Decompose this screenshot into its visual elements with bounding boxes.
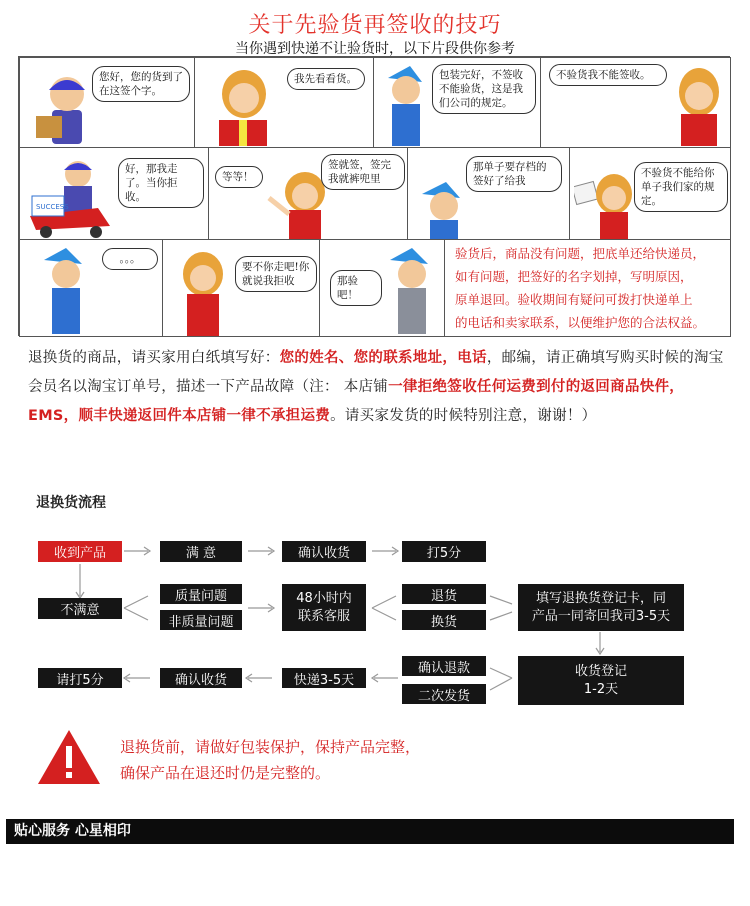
speech-bubble: 不验货不能给你单子我们家的规定。 <box>634 162 728 212</box>
speech-bubble: 不验货我不能签收。 <box>549 64 667 86</box>
arrow-split-icon <box>490 668 512 690</box>
arrow-left-icon <box>372 674 398 682</box>
policy-closing: 。请买家发货的时候特别注意，谢谢！） <box>330 408 597 424</box>
flow-fill-return-card-line: 产品一同寄回我司3-5天 <box>531 608 671 624</box>
flow-register-receipt <box>518 656 684 705</box>
flow-title: 退换货流程 <box>36 495 106 511</box>
flow-confirm-refund: 确认退款 <box>402 656 486 676</box>
speech-bubble: 要不你走吧!你就说我拒收 <box>235 256 317 292</box>
packaging-warning-line: 确保产品在退还时仍是完整的。 <box>120 764 331 782</box>
packaging-warning <box>120 734 420 786</box>
flow-rate-5: 打5分 <box>402 541 486 562</box>
flow-unsatisfied: 不满意 <box>38 598 122 619</box>
speech-bubble: 那单子要存档的签好了给我 <box>466 156 562 192</box>
inspection-note-line: 的电话和卖家联系，以便维护您的合法权益。 <box>455 315 706 330</box>
flow-contact-service-line: 48小时内 <box>296 590 352 606</box>
packaging-warning-line: 退换货前，请做好包装保护，保持产品完整， <box>120 738 421 756</box>
arrow-right-icon <box>248 547 274 555</box>
flow-fill-return-card-line: 填写退换货登记卡，同 <box>535 590 666 606</box>
flow-register-receipt-line: 收货登记 <box>574 663 627 679</box>
speech-bubble: 我先看看货。 <box>287 68 365 90</box>
arrow-left-icon <box>124 674 150 682</box>
policy-intro: 退换货的商品，请买家用白纸填写好： <box>28 350 280 366</box>
flow-satisfied: 满 意 <box>160 541 242 562</box>
arrow-down-icon <box>76 564 84 598</box>
flow-second-shipment: 二次发货 <box>402 684 486 704</box>
flow-express-days: 快递3-5天 <box>282 668 366 688</box>
page-title: 关于先验货再签收的技巧 <box>248 13 502 38</box>
arrow-right-icon <box>124 547 150 555</box>
policy-freight-notice: 一律拒绝签收任何运费到付的返回商品快件，EMS，顺丰快递返回件本店铺一律不承担运费 <box>28 379 685 424</box>
speech-bubble: 等等！ <box>215 166 263 188</box>
arrow-split-icon <box>372 596 396 620</box>
arrow-left-icon <box>246 674 272 682</box>
flow-confirm-receipt: 确认收货 <box>282 541 366 562</box>
flow-quality-issue: 质量问题 <box>160 584 242 604</box>
arrow-down-icon <box>596 632 604 654</box>
flow-register-receipt-line: 1-2天 <box>583 681 619 697</box>
scooter-sign: SUCCESS <box>36 203 69 211</box>
flow-exchange: 换货 <box>402 610 486 630</box>
speech-bubble: 包装完好，不签收不能验货，这是我们公司的规定。 <box>432 64 536 114</box>
speech-bubble: 签就签，签完我就裤兜里 <box>321 154 405 190</box>
flow-contact-service <box>282 584 366 631</box>
inspection-note-line: 原单退回。验收期间有疑问可拨打快递单上 <box>455 292 693 307</box>
arrow-right-icon <box>248 604 274 612</box>
flow-return: 退货 <box>402 584 486 604</box>
warning-icon <box>36 728 102 786</box>
speech-bubble: 好，那我走了。当你拒收。 <box>118 158 204 208</box>
arrow-right-icon <box>372 547 398 555</box>
flow-fill-return-card <box>518 584 684 631</box>
arrow-split-icon <box>124 596 148 620</box>
speech-bubble: 您好，您的货到了在这签个字。 <box>92 66 190 102</box>
page-subtitle: 当你遇到快递不让验货时，以下片段供你参考 <box>235 41 515 57</box>
flow-contact-service-line: 联系客服 <box>297 608 350 624</box>
flow-received: 收到产品 <box>38 541 122 562</box>
arrow-merge-icon <box>490 596 512 620</box>
flow-confirm-receipt-2: 确认收货 <box>160 668 242 688</box>
inspection-note-line: 验货后，商品没有问题，把底单还给快递员， <box>455 246 706 261</box>
policy-details: ，邮编，请正确填写购买时候的淘宝会员名以淘宝订单号，描述一下产品故障（注： 本店铺 <box>28 350 724 395</box>
footer-banner: 贴心服务 心星相印 <box>6 819 734 844</box>
inspection-note-line: 如有问题，把签好的名字划掉，写明原因， <box>455 269 693 284</box>
policy-required-info: 您的姓名、您的联系地址，电话 <box>279 350 487 366</box>
speech-bubble: 。。。 <box>102 248 158 270</box>
speech-bubble: 那验吧！ <box>330 270 382 306</box>
flow-non-quality-issue: 非质量问题 <box>160 610 242 630</box>
flow-please-rate-5: 请打5分 <box>38 668 122 688</box>
